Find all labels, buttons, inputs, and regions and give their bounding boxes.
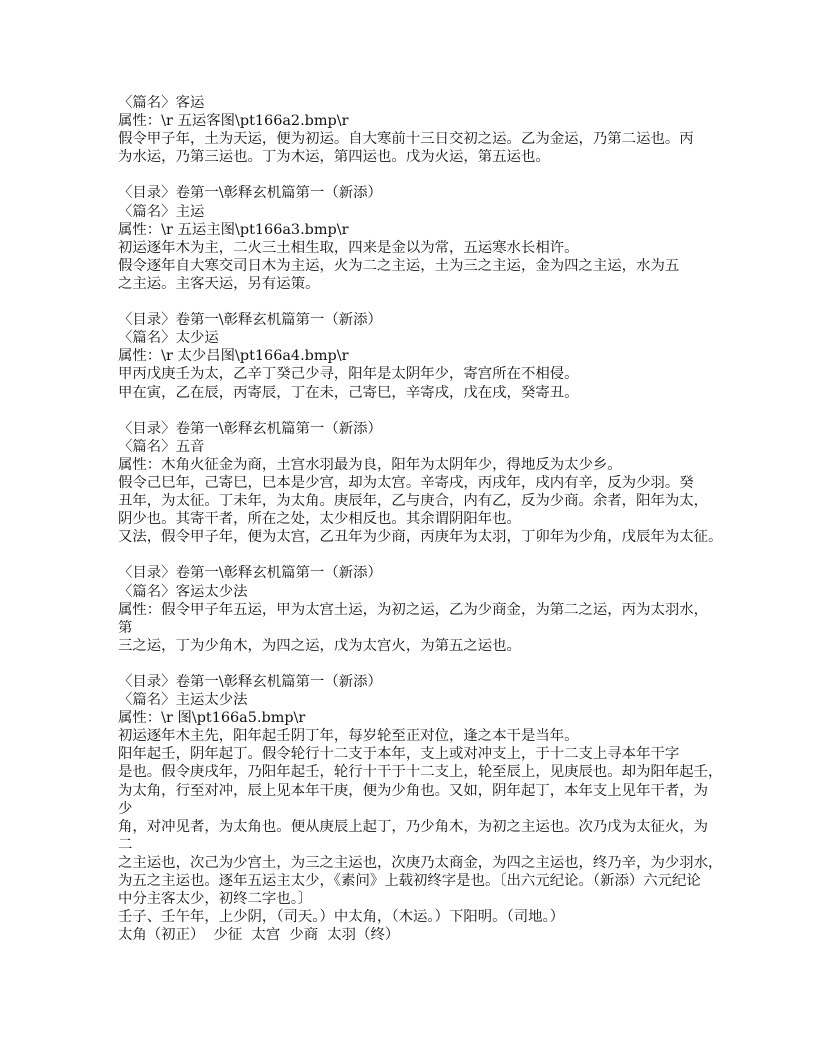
text-line: 少: [118, 800, 133, 817]
text-line: 为太角，行至对冲，辰上见本年干庚，便为少角也。又如，阴年起丁，本年支上见年干者，为: [118, 782, 709, 799]
text-line: 甲丙戊庚壬为太，乙辛丁癸己少寻，阳年是太阴年少，寄宫所在不相侵。: [118, 366, 579, 383]
text-line: 之主运。主客天运，另有运策。: [118, 275, 320, 292]
text-line: 属性：\r 五运客图\pt166a2.bmp\r: [118, 113, 349, 130]
text-line: 属性：\r 太少吕图\pt166a4.bmp\r: [118, 348, 349, 365]
text-line: 〈篇名〉客运太少法: [118, 583, 248, 600]
text-line: 第: [118, 619, 133, 636]
text-line: 〈篇名〉主运: [118, 203, 205, 220]
blank-line: [118, 546, 718, 564]
blank-line: [118, 293, 718, 311]
text-line: 又法，假令甲子年，便为太宫，乙丑年为少商，丙庚年为太羽，丁卯年为少角，戊辰年为太征。: [118, 529, 723, 546]
text-line: 是也。假令庚戌年，乃阳年起壬，轮行十干于十二支上，轮至辰上，见庚辰也。却为阳年起壬，: [118, 764, 723, 781]
text-line: 属性：木角火征金为商，土宫水羽最为良，阳年为太阴年少，得地反为太少乡。: [118, 456, 622, 473]
text-line: 壬子、壬午年，上少阴，（司天。）中太角，（木运。）下阳明。（司地。）: [118, 909, 565, 926]
text-line: 〈篇名〉客运: [118, 95, 205, 111]
text-line: 角，对冲见者，为太角也。便从庚辰上起丁，乃少角木，为初之主运也。次乃戊为太征火，为: [118, 818, 709, 835]
document-page: [118, 94, 723, 944]
text-line: 三之运，丁为少角木，为四之运，戊为太宫火，为第五之运也。: [118, 637, 521, 654]
text-line: 之主运也，次己为少宫土，为三之主运也，次庚乃太商金，为四之主运也，终乃辛，为少羽水，: [118, 854, 723, 871]
text-line: 为水运，乃第三运也。丁为木运，第四运也。戊为火运，第五运也。: [118, 149, 550, 166]
text-line: 中分主客太少，初终二字也。〕: [118, 891, 313, 908]
text-line: 二: [118, 836, 133, 853]
blank-line: [118, 402, 718, 420]
text-line: 初运逐年木主先，阳年起壬阴丁年，每岁轮至正对位，逢之本干是当年。: [118, 728, 579, 745]
text-line: 假令己巳年，己寄巳，巳本是少宫，却为太宫。辛寄戌，丙戌年，戌内有辛，反为少羽。癸: [118, 474, 694, 491]
text-line: 太角（初正） 少征 太宫 少商 太羽（终）: [118, 927, 400, 944]
blank-line: [118, 166, 718, 184]
text-line: 为五之主运也。逐年五运主太少，《素问》上载初终字是也。〔出六元纪论。（新添）六元纪论: [118, 873, 701, 890]
text-line: 〈目录〉卷第一\彰释玄机篇第一（新添）: [118, 185, 382, 202]
text-line: 〈篇名〉五音: [118, 438, 205, 455]
text-line: 属性：\r 图\pt166a5.bmp\r: [118, 710, 306, 727]
text-line: 阳年起壬，阴年起丁。假令轮行十二支于本年，支上或对冲支上，于十二支上寻本年干字: [118, 746, 680, 763]
text-line: 假令逐年自大寒交司日木为主运，火为二之主运，土为三之主运，金为四之主运，水为五: [118, 257, 680, 274]
text-line: 〈目录〉卷第一\彰释玄机篇第一（新添）: [118, 420, 382, 437]
text-line: 丑年，为太征。丁未年，为太角。庚辰年，乙与庚合，内有乙，反为少商。余者，阳年为太，: [118, 493, 709, 510]
text-line: 〈目录〉卷第一\彰释玄机篇第一（新添）: [118, 674, 382, 690]
text-line: 初运逐年木为主，二火三土相生取，四来是金以为常，五运寒水长相许。: [118, 239, 579, 256]
text-line: 〈篇名〉主运太少法: [118, 692, 248, 709]
blank-line: [118, 655, 718, 673]
text-line: 甲在寅，乙在辰，丙寄辰，丁在未，己寄巳，辛寄戌，戊在戌，癸寄丑。: [118, 384, 579, 401]
text-line: 属性：\r 五运主图\pt166a3.bmp\r: [118, 221, 349, 238]
text-line: 〈篇名〉太少运: [118, 330, 219, 347]
text-line: 假令甲子年，土为天运，便为初运。自大寒前十三日交初之运。乙为金运，乃第二运也。丙: [118, 131, 694, 148]
text-line: 属性：假令甲子年五运，甲为太宫土运，为初之运，乙为少商金，为第二之运，丙为太羽水，: [118, 601, 709, 618]
text-line: 阴少也。其寄干者，所在之处，太少相反也。其余谓阴阳年也。: [118, 511, 521, 528]
text-line: 〈目录〉卷第一\彰释玄机篇第一（新添）: [118, 565, 382, 582]
text-line: 〈目录〉卷第一\彰释玄机篇第一（新添）: [118, 312, 382, 329]
